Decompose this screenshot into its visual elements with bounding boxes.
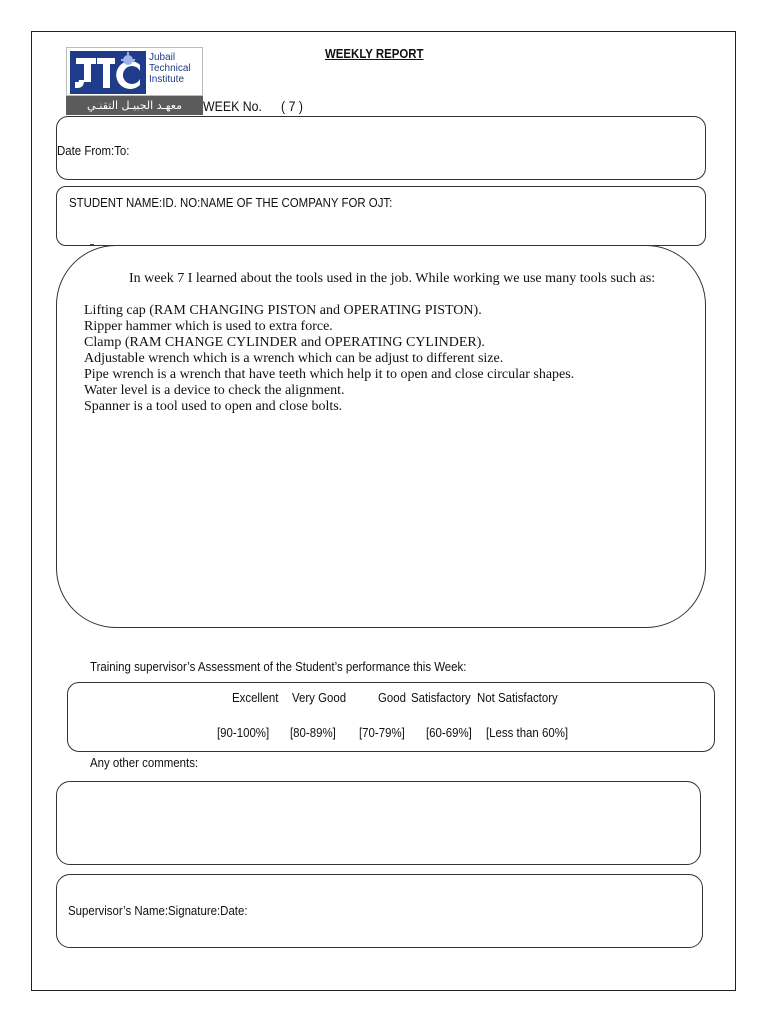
jti-logo (66, 47, 203, 115)
range-not-satisfactory: [Less than 60%] (486, 725, 569, 740)
logo-name-line3: Institute (149, 74, 185, 85)
week-number-line (203, 98, 303, 114)
list-item: Ripper hammer which is used to extra force. (84, 319, 333, 334)
list-item: Pipe wrench is a wrench that have teeth which help it to open and close circular shapes. (84, 367, 575, 382)
grade-not-satisfactory[interactable]: Not Satisfactory (477, 690, 558, 705)
range-satisfactory: [60-69%] (426, 725, 472, 740)
list-item: Adjustable wrench which is a wrench which can be adjust to different size. (84, 351, 504, 366)
jti-mark-icon (70, 51, 146, 94)
comments-box[interactable] (56, 781, 701, 865)
list-item: Water level is a device to check the alignment. (84, 383, 345, 398)
range-very-good: [80-89%] (290, 725, 336, 740)
date-field-box[interactable] (56, 116, 706, 180)
page-title: WEEKLY REPORT (325, 46, 424, 61)
week-label: WEEK No. (203, 98, 262, 114)
logo-arabic-name: معهـد الجبيـل التقنـي (66, 96, 203, 115)
grade-satisfactory[interactable]: Satisfactory (411, 690, 471, 705)
comments-label: Any other comments: (90, 755, 199, 770)
report-intro: In week 7 I learned about the tools used in the job. While working we use many tools such as: (129, 271, 656, 286)
supervisor-label: Supervisor’s Name:Signature:Date: (68, 903, 248, 918)
student-info-label: STUDENT NAME:ID. NO:NAME OF THE COMPANY FOR OJT: (69, 195, 393, 210)
range-excellent: [90-100%] (217, 725, 270, 740)
list-item: Clamp (RAM CHANGE CYLINDER and OPERATING CYLINDER). (84, 335, 485, 350)
date-field-label: Date From:To: (57, 143, 130, 158)
logo-name-line2: Technical (149, 63, 191, 74)
logo-text (149, 52, 191, 85)
week-number: ( 7 ) (281, 98, 303, 114)
divider-mark (90, 244, 94, 245)
grade-very-good[interactable]: Very Good (292, 690, 347, 705)
grade-excellent[interactable]: Excellent (232, 690, 279, 705)
range-good: [70-79%] (359, 725, 405, 740)
list-item: Spanner is a tool used to open and close bolts. (84, 399, 343, 414)
list-item: Lifting cap (RAM CHANGING PISTON and OPERATING PISTON). (84, 303, 482, 318)
logo-top (66, 47, 203, 96)
grade-good[interactable]: Good (378, 690, 406, 705)
logo-name-line1: Jubail (149, 52, 176, 63)
assessment-heading: Training supervisor’s Assessment of the Student’s performance this Week: (90, 659, 467, 674)
report-body (84, 271, 684, 415)
